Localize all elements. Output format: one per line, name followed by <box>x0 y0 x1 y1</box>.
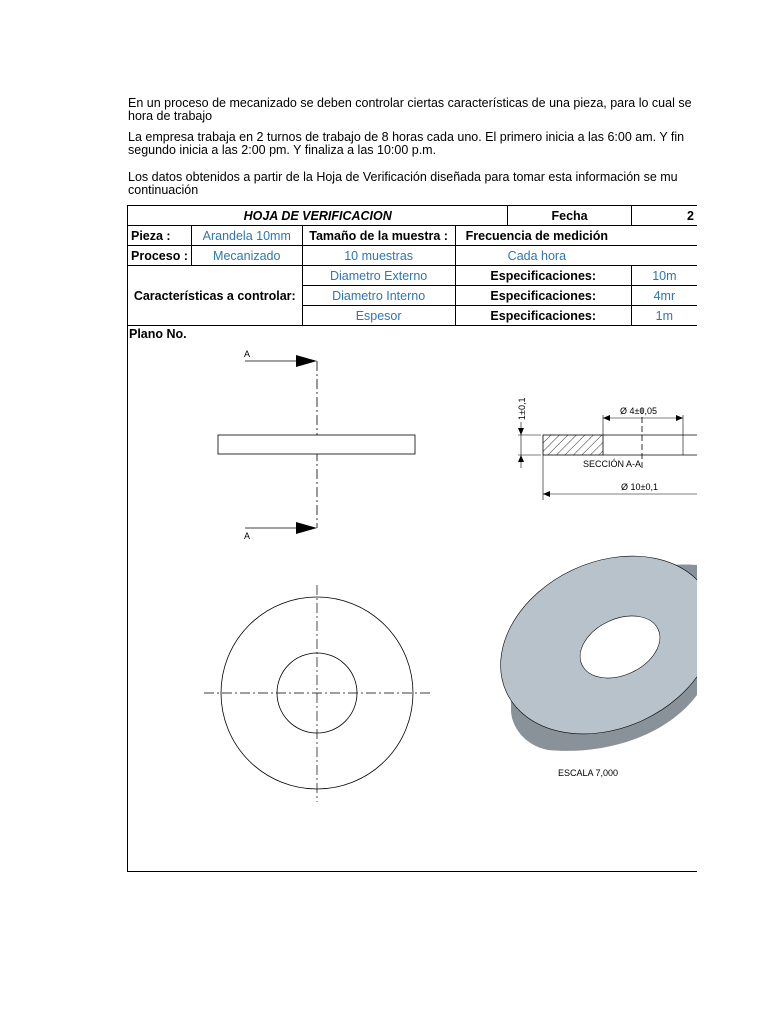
intro-line: Los datos obtenidos a partir de la Hoja de Verificación diseñada para tomar esta información se mu <box>128 170 678 184</box>
sheet-title: HOJA DE VERIFICACION <box>128 206 508 226</box>
characteristic-name: Espesor <box>302 306 455 326</box>
intro-paragraph-2 <box>128 131 684 157</box>
spec-value: 10m <box>631 266 697 286</box>
tamano-label: Tamaño de la muestra : <box>302 226 455 246</box>
verification-sheet-table <box>127 205 697 326</box>
sheet-pieza-row <box>128 226 698 246</box>
intro-line: La empresa trabaja en 2 turnos de trabajo de 8 horas cada uno. El primero inicia a las 6:00 am. Y fin <box>128 130 685 144</box>
section-label: SECCIÓN A-A <box>583 459 642 469</box>
sheet-characteristic-row <box>128 266 698 286</box>
scale-label: ESCALA 7,000 <box>558 768 619 778</box>
spec-label: Especificaciones: <box>455 306 631 326</box>
inner-diameter-dimension: Ø 4±0,05 <box>620 406 657 416</box>
front-view <box>204 585 430 802</box>
intro-line: En un proceso de mecanizado se deben controlar ciertas características de una pieza, para lo cual se <box>128 96 692 110</box>
technical-drawing <box>128 340 697 871</box>
thickness-dimension: 1±0,1 <box>517 397 527 420</box>
side-view <box>218 349 415 541</box>
spec-label: Especificaciones: <box>455 286 631 306</box>
intro-paragraph-1 <box>128 97 692 123</box>
frecuencia-value: Cada hora <box>455 246 697 266</box>
intro-line: hora de trabajo <box>128 109 213 123</box>
fecha-label: Fecha <box>508 206 631 226</box>
intro-line: segundo inicia a las 2:00 pm. Y finaliza a las 10:00 p.m. <box>128 143 437 157</box>
proceso-value: Mecanizado <box>191 246 302 266</box>
section-marker-bottom: A <box>244 531 251 541</box>
pieza-label: Pieza : <box>128 226 192 246</box>
fecha-value: 2 <box>631 206 697 226</box>
section-marker-top: A <box>244 349 251 359</box>
tamano-value: 10 muestras <box>302 246 455 266</box>
intro-line: continuación <box>128 183 199 197</box>
sheet-title-row <box>128 206 698 226</box>
pieza-value: Arandela 10mm <box>191 226 302 246</box>
characteristic-name: Diametro Externo <box>302 266 455 286</box>
characteristic-name: Diametro Interno <box>302 286 455 306</box>
plano-label: Plano No. <box>129 327 187 341</box>
caracteristicas-label: Características a controlar: <box>128 266 303 326</box>
spec-value: 4mr <box>631 286 697 306</box>
proceso-label: Proceso : <box>128 246 192 266</box>
intro-paragraph-3 <box>128 171 678 197</box>
outer-diameter-dimension: Ø 10±0,1 <box>621 482 658 492</box>
sheet-proceso-row <box>128 246 698 266</box>
spec-label: Especificaciones: <box>455 266 631 286</box>
spec-value: 1m <box>631 306 697 326</box>
washer-3d-view <box>471 522 697 778</box>
section-view <box>517 398 697 500</box>
frecuencia-label: Frecuencia de medición <box>455 226 697 246</box>
